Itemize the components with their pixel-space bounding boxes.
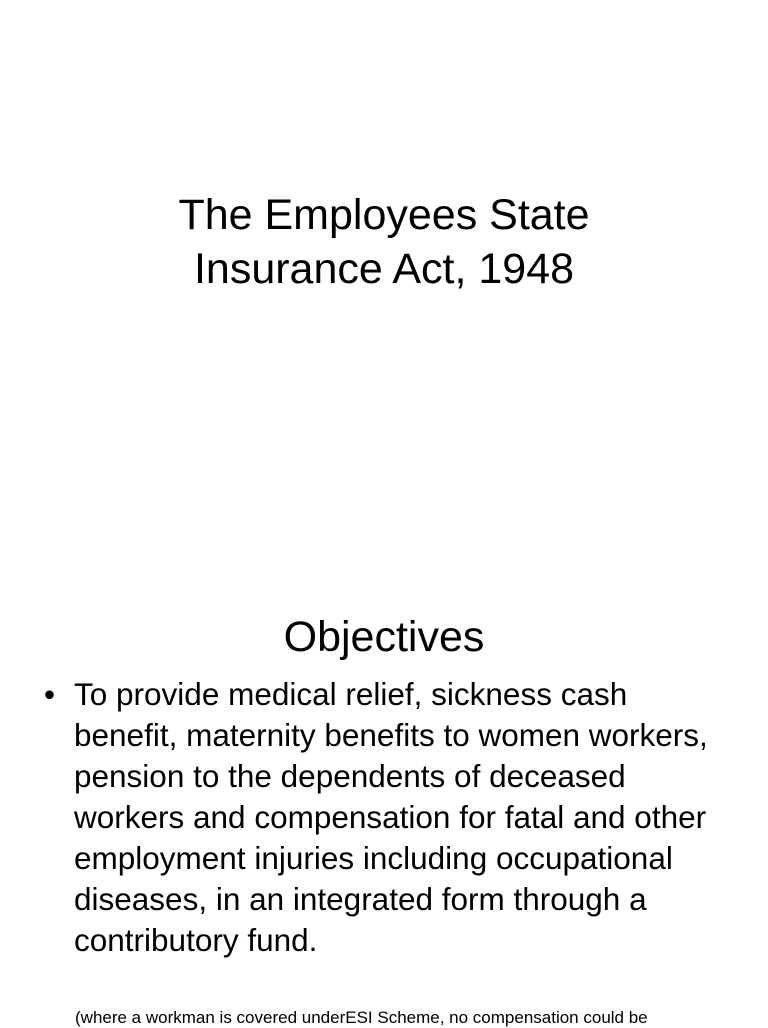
slide-title <box>0 188 768 296</box>
bullet-dot: • <box>44 676 56 712</box>
bullet-list <box>40 674 730 961</box>
bullet-item <box>40 674 730 961</box>
bullet-text: To provide medical relief, sickness cash benefit, maternity benefits to women workers, pension to the dependents of deceased workers and compensation for fatal and other employment injuries including occupational diseases, in an integrated form through a contributory fund. <box>74 676 708 958</box>
objectives-slide <box>0 576 768 1027</box>
title-line-1: The Employees State <box>178 191 590 239</box>
footnote: (where a workman is covered underESI Scheme, no compensation could be <box>75 1008 648 1027</box>
objectives-heading: Objectives <box>283 613 485 661</box>
title-line-2: Insurance Act, 1948 <box>193 245 575 293</box>
